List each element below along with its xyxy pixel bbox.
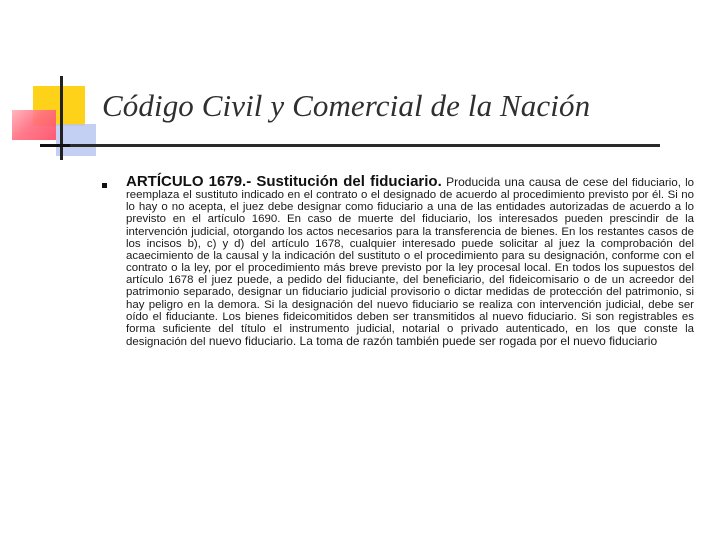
logo-vertical-line <box>60 76 63 160</box>
article-body: del fiduciario, lo reemplaza el sustituto indicado en el contrato o el designado de acuerdo al procedimiento previsto por él. Si no lo hay o no acepta, el juez debe designar como fiduciario a una de las entidades autorizadas de acuerdo a lo previsto en el artículo 1690. En caso de muerte del fiduciario, los interesados pueden prescindir de la intervención judicial, otorgando los actos necesarios para la transferencia de bienes. En los restantes casos de los incisos b), c) y d) del artículo 1678, cualquier interesado puede solicitar al juez la comprobación del acaecimiento de la causal y la indicación del sustituto o el procedimiento para su designación, conforme con el contrato o la ley, por el procedimiento más breve previsto por la ley procesal local. En todos los supuestos del artículo 1678 el juez puede, a pedido del fiduciante, del beneficiario, del fideicomisario o de un acreedor del patrimonio separado, designar un fiduciario judicial provisorio o dictar medidas de protección del patrimonio, si hay peligro en la demora. Si la designación del nuevo fiduciario se realiza con intervención judicial, debe ser oído el fiduciante. Los bienes fideicomitidos deben ser transmitidos al nuevo fiduciario. Si son registrables es forma suficiente del título el instrumento judicial, notarial o privado autenticado, en los que conste la designación del <box>126 177 694 349</box>
slide-logo-decoration <box>0 0 720 170</box>
article-tail: nuevo fiduciario. La toma de razón también puede ser rogada por el nuevo fiduciario <box>205 334 658 349</box>
article-text <box>126 173 694 349</box>
article-heading: ARTÍCULO 1679.- Sustitución del fiduciario. <box>126 173 442 190</box>
article-lead: Producida una causa de cese <box>441 175 609 189</box>
bullet-square-icon <box>102 183 107 188</box>
slide-title: Código Civil y Comercial de la Nación <box>102 88 591 123</box>
title-underline <box>40 144 660 147</box>
logo-red-square <box>12 110 56 140</box>
title-underline-accent <box>40 144 70 147</box>
